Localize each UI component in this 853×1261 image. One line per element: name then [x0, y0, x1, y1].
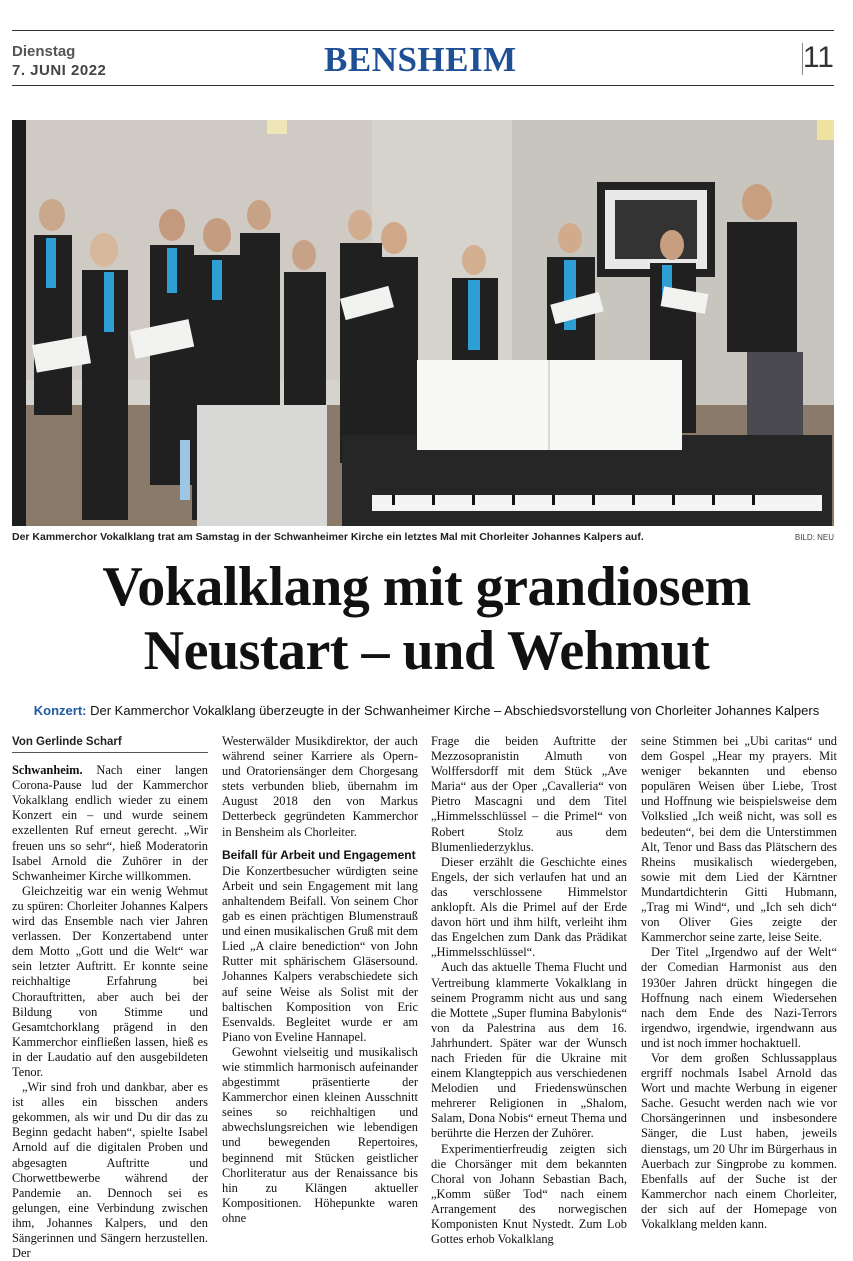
byline: Von Gerlinde Scharf — [12, 735, 208, 753]
headline-line-1: Vokalklang mit grandiosem — [102, 556, 751, 618]
page-number: 11 — [802, 41, 834, 74]
article-paragraph: Der Titel „Irgendwo auf der Welt“ der Comedian Harmonist aus den 1930er Jahren drückt hingegen die Hoffnung nach einem Wiedersehen nach dem Ende des Nazi-Terrors irgendwo, irgendwie, irgendwann aus und ist noch immer hochaktuell. — [641, 945, 837, 1050]
issue-day: Dienstag — [12, 43, 76, 60]
article-paragraph: „Wir sind froh und dankbar, aber es ist alles ein bisschen anders gekommen, als wir und Du dir das zu Beginn gedacht haben“, spielte Isabel Arnold auf die digitalen Proben und abgesagten Auftritte und Chorwettbewerbe während der Pandemie an. Dennoch sei es gelungen, eine Verbindung zwischen ihm, Johannes Kalpers, und den Sängerinnen und Sängern herzustellen. Der — [12, 1080, 208, 1261]
section-heading: Beifall für Arbeit und Engagement — [222, 847, 416, 862]
subheadline — [12, 703, 841, 718]
subtitle: Der Kammerchor Vokalklang überzeugte in der Schwanheimer Kirche – Abschiedsvorstellung von Chorleiter Johannes Kalpers — [90, 703, 820, 718]
photo-credit: BILD: NEU — [794, 533, 834, 542]
headline-line-2: Neustart – und Wehmut — [143, 620, 710, 682]
article-paragraph: Gleichzeitig war ein wenig Wehmut zu spüren: Chorleiter Johannes Kalpers wird das Ensemble nach vier Jahren verlassen. Der Konzertabend unter dem Motto „Gott und die Welt“ war sein letzter Auftritt. Er konnte seine reichhaltige Erfahrung bei Chorauftritten, aber auch bei der Bildung von Stimme und Gesamtchorklang prägend in den Kammerchor einfließen lassen, hieß es in der Laudatio auf den ausgebildeten Tenor. — [12, 883, 208, 1079]
choir-photo-illustration — [12, 120, 834, 526]
article-column-3 — [431, 734, 627, 1247]
masthead — [12, 30, 834, 86]
article-column-2 — [222, 734, 418, 1226]
article-paragraph: seine Stimmen bei „Ubi caritas“ und dem Gospel „Hear my prayers. Mit weniger bekannten und ebenso populären Weisen über Liebe, Trost und Hoffnung wie beispielsweise dem Volkslied „Ich weiß nicht, was soll es bedeuten“, bei dem die Unterstimmen Alt, Tenor und Bass das Plätschern des Rheins musikalisch wiedergeben, sowie mit dem Lied der Kärntner Mundartdichterin Gitti Hubmann, „Trag mi Wind“, und „Ich seh dich“ von Oliver Gies zeigte der Kammerchor seine zarte, leise Seite. — [641, 734, 837, 945]
article-paragraph: Frage die beiden Auftritte der Mezzosopranistin Almuth von Wolffersdorff mit dem Stück „Ave Maria“ aus der Oper „Cavalleria“ von Pietro Mascagni und dem Titel „Himmelsschlüssel – die Primel“ von Robert Stolz aus dem Blumenliederzyklus. — [431, 734, 627, 854]
article-paragraph: Schwanheim. Nach einer langen Corona-Pause lud der Kammerchor Vokalklang endlich wieder zu einem Konzert ein – und wurde seinem exzellenten Ruf erneut gerecht. „Wir freuen uns so sehr“, hieß Moderatorin Isabel Arnold die Zuhörer in der Schwanheimer Kirche willkommen. — [12, 763, 208, 883]
photo-caption: Der Kammerchor Vokalklang trat am Samstag in der Schwanheimer Kirche ein letztes Mal mit Chorleiter Johannes Kalpers auf. — [12, 531, 644, 543]
article-paragraph: Westerwälder Musikdirektor, der auch während seiner Karriere als Opern- und Oratoriensänger dem Chorgesang stets verbunden blieb, übernahm im August 2018 den von Markus Detterbeck gegründeten Kammerchor in Bensheim als Chorleiter. — [222, 734, 418, 839]
section-title: BENSHEIM — [324, 40, 517, 79]
headline — [12, 555, 841, 683]
article-paragraph: Gewohnt vielseitig und musikalisch wie stimmlich harmonisch aufeinander abgestimmt präsentierte der Kammerchor einen kleinen Ausschnitt seines so reichhaltigen und abwechslungsreichen wie lebendigen und bewegenden Repertoires, beginnend mit Stücken geistlicher Chorliteratur aus der Renaissance bis hin zu Klängen aktueller Kompositionen. Höhepunkte waren ohne — [222, 1044, 418, 1225]
article-paragraph: Vor dem großen Schlussapplaus ergriff nochmals Isabel Arnold das Wort und machte Werbung in eigener Sache. Gesucht werden nach wie vor Chorsängerinnen und insbesondere Sänger, die Lust haben, jeweils dienstags, um 20 Uhr im Bürgerhaus in Auerbach zur Singprobe zu kommen. Ebenfalls auf der Suche ist der Kammerchor nach einem Chorleiter, der sich auf der Homepage von Vokalklang melden kann. — [641, 1050, 837, 1231]
article-paragraph: Experimentierfreudig zeigten sich die Chorsänger mit dem bekannten Choral von Johann Sebastian Bach, „Komm süßer Tod“ nach einem Arrangement des norwegischen Komponisten Knut Nystedt. Zum Lob Gottes erhob Vokalklang — [431, 1141, 627, 1247]
lectern-icon — [197, 405, 327, 526]
choir-photo — [12, 120, 834, 526]
article-column-4 — [641, 734, 837, 1232]
dateline: Schwanheim. — [12, 763, 83, 778]
article-paragraph: Dieser erzählt die Geschichte eines Engels, der sich verlaufen hat und an das verschlossene Himmelstor anklopft. Als die Primel auf der Erde davon hört und ihm hilft, verleiht ihm das Engelchen zum Dank das Prädikat „Himmelsschlüssel“. — [431, 854, 627, 960]
kicker: Konzert: — [33, 703, 87, 718]
article-paragraph: Auch das aktuelle Thema Flucht und Vertreibung klammerte Vokalklang in seinem Programm nicht aus und sang die Mottete „Super flumina Babylonis“ von da Palestrina aus dem 16. Jahrhundert. Später war der Wunsch nach Frieden für die Ukraine mit einem Klangteppich aus verschiedenen Melodien und Friedenswünschen mehrerer Religionen in „Shalom, Salam, Dona Nobis“ erneut Thema und berührte die Herzen der Zuhörer. — [431, 960, 627, 1141]
article-column-1 — [12, 734, 208, 1261]
issue-date: 7. JUNI 2022 — [12, 62, 107, 79]
article-paragraph: Die Konzertbesucher würdigten seine Arbeit und sein Engagement mit lang anhaltendem Beifall. Von seinem Chor gab es einen prächtigen Blumenstrauß und einen musikalischen Gruß mit dem Lied „A claire benediction“ von John Rutter mit sphärischem Gläsersound. Johannes Kalpers verabschiedete sich auf seine Weise als Solist mit der baltischen Komposition von Eric Esenvalds. Begleitet wurde er am Piano von Eveline Hannapel. — [222, 863, 418, 1044]
